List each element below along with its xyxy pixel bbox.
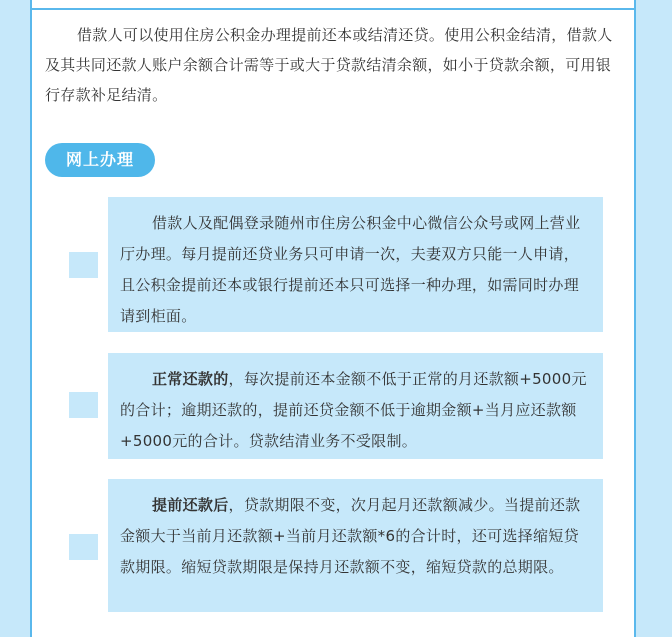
bullet-square-2 (69, 392, 98, 418)
info-card-body: ，每次提前还本金额不低于正常的月还款额+5000元的合计；逾期还款的，提前还贷金额不低于逾期金额+当月应还款额+5000元的合计。贷款结清业务不受限制。 (120, 370, 587, 450)
info-card-body: 借款人及配偶登录随州市住房公积金中心微信公众号或网上营业厅办理。每月提前还贷业务只可申请一次，夫妻双方只能一人申请，且公积金提前还本或银行提前还本只可选择一种办理，如需同时办理请到柜面。 (120, 214, 581, 325)
top-divider (32, 0, 634, 10)
info-card-body: ，贷款期限不变，次月起月还款额减少。当提前还款金额大于当前月还款额+当前月还款额*6的合计时，还可选择缩短贷款期限。缩短贷款期限是保持月还款额不变，缩短贷款的总期限。 (120, 496, 581, 576)
info-card-lead: 提前还款后 (152, 496, 229, 514)
section-title-badge: 网上办理 (45, 143, 155, 177)
info-card-text (120, 208, 591, 332)
bullet-square-3 (69, 534, 98, 560)
info-card-text (120, 364, 591, 457)
info-card-1 (108, 197, 603, 332)
info-card-3 (108, 479, 603, 612)
article-panel (30, 0, 636, 637)
info-card-2 (108, 353, 603, 459)
info-card-text (120, 490, 591, 583)
intro-paragraph: 借款人可以使用住房公积金办理提前还本或结清还贷。使用公积金结清，借款人及其共同还款人账户余额合计需等于或大于贷款结清余额，如小于贷款余额，可用银行存款补足结清。 (45, 26, 613, 104)
bullet-square-1 (69, 252, 98, 278)
info-card-lead: 正常还款的 (152, 370, 229, 388)
